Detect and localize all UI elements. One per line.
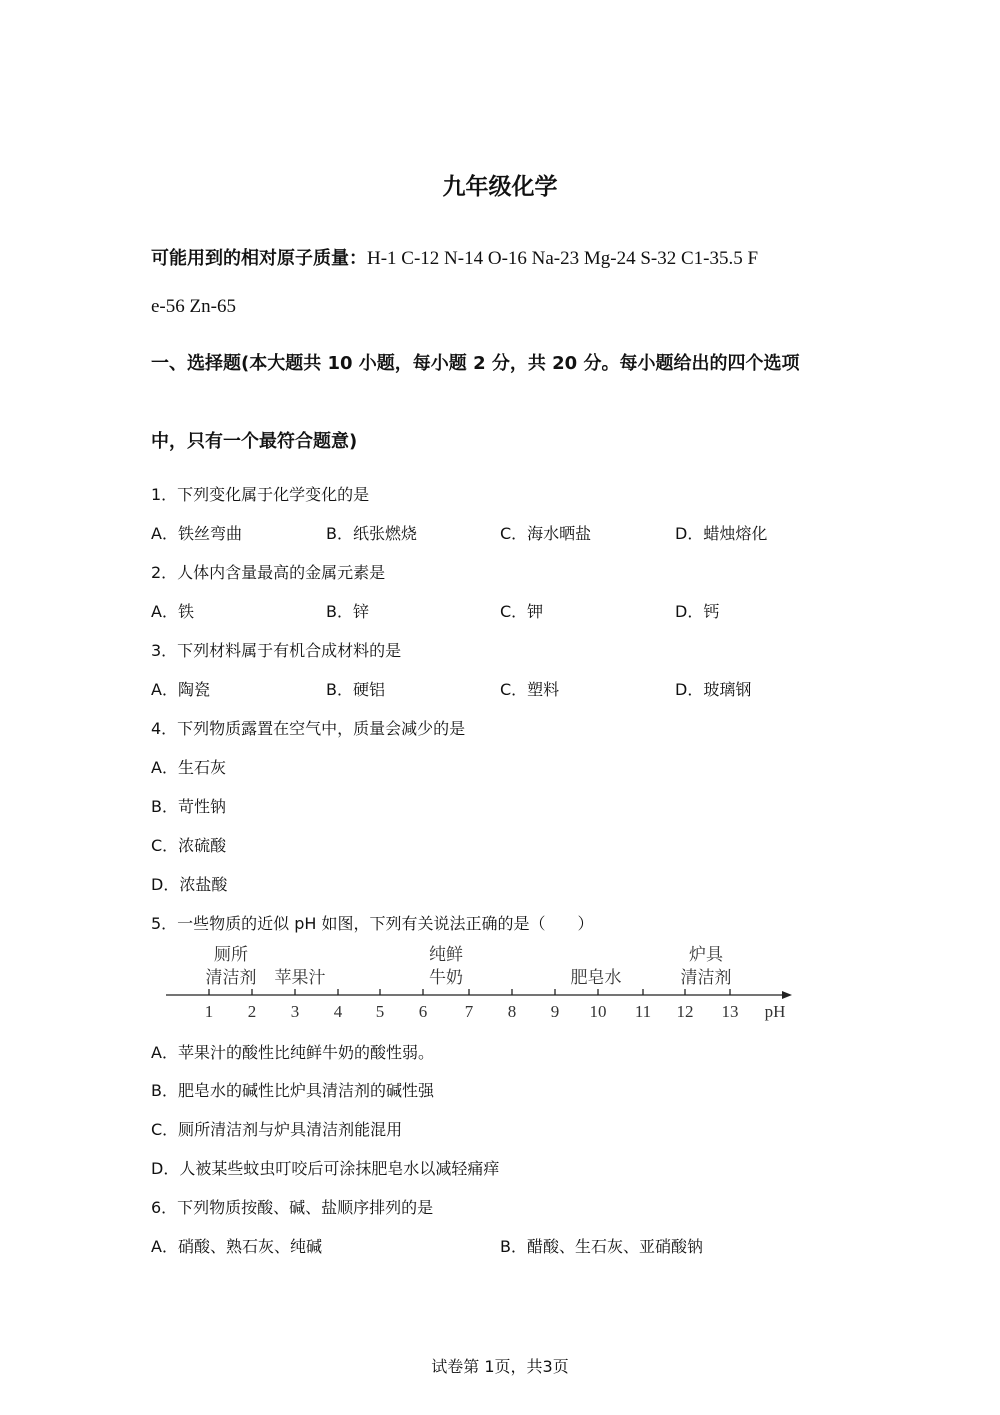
question-3-stem: 3．下列材料属于有机合成材料的是 (151, 641, 402, 660)
question-2-stem: 2．人体内含量最高的金属元素是 (151, 563, 386, 582)
question-5-option-c: C．厕所清洁剂与炉具清洁剂能混用 (151, 1120, 403, 1139)
section-heading-line-1: 一、选择题(本大题共 10 小题，每小题 2 分，共 20 分。每小题给出的四个选项 (151, 353, 800, 374)
question-3-option-b: B．硬铝 (326, 680, 385, 699)
question-1-stem: 1．下列变化属于化学变化的是 (151, 485, 370, 504)
question-4-stem: 4．下列物质露置在空气中，质量会减少的是 (151, 719, 466, 738)
ph-scale-figure (160, 940, 800, 1030)
atomic-mass-values-2: e-56 Zn-65 (151, 296, 236, 317)
ph-tick-label-5: 5 (375, 1002, 385, 1021)
question-4-option-b: B．苛性钠 (151, 797, 226, 816)
question-5-stem: 5．一些物质的近似 pH 如图，下列有关说法正确的是（ ） (151, 914, 594, 933)
ph-label-stove-cleaner-line2: 清洁剂 (680, 968, 732, 987)
ph-tick-label-3: 3 (290, 1002, 300, 1021)
question-1-option-b: B．纸张燃烧 (326, 524, 417, 543)
ph-tick-label-1: 1 (204, 1002, 214, 1021)
question-5-option-d: D．人被某些蚊虫叮咬后可涂抹肥皂水以减轻痛痒 (151, 1159, 500, 1178)
question-1-option-a: A．铁丝弯曲 (151, 524, 242, 543)
question-4-option-c: C．浓硫酸 (151, 836, 227, 855)
question-5-option-a: A．苹果汁的酸性比纯鲜牛奶的酸性弱。 (151, 1043, 434, 1062)
ph-tick-label-4: 4 (333, 1002, 343, 1021)
ph-tick-label-2: 2 (247, 1002, 257, 1021)
atomic-mass-label: 可能用到的相对原子质量： (151, 248, 367, 269)
question-2-option-b: B．锌 (326, 602, 369, 621)
question-3-option-a: A．陶瓷 (151, 680, 210, 699)
question-6-option-a: A．硝酸、熟石灰、纯碱 (151, 1237, 322, 1256)
ph-axis-arrow (782, 991, 792, 999)
ph-tick-label-9: 9 (550, 1002, 560, 1021)
ph-tick-label-13: 13 (721, 1002, 739, 1021)
ph-tick-label-11: 11 (634, 1002, 652, 1021)
atomic-mass-values-1: H-1 C-12 N-14 O-16 Na-23 Mg-24 S-32 C1-35.5 F (367, 248, 759, 269)
question-3-option-c: C．塑料 (500, 680, 560, 699)
question-2-option-d: D．钙 (675, 602, 720, 621)
ph-tick-label-7: 7 (464, 1002, 474, 1021)
ph-label-milk-line1: 纯鲜 (429, 945, 463, 964)
question-2-option-a: A．铁 (151, 602, 194, 621)
question-1-option-c: C．海水晒盐 (500, 524, 592, 543)
ph-label-toilet-cleaner-line1: 厕所 (214, 945, 248, 964)
ph-axis-label: pH (764, 1002, 786, 1021)
question-6-option-b: B．醋酸、生石灰、亚硝酸钠 (500, 1237, 703, 1256)
question-6-stem: 6．下列物质按酸、碱、盐顺序排列的是 (151, 1198, 434, 1217)
ph-label-toilet-cleaner-line2: 清洁剂 (205, 968, 257, 987)
ph-tick-label-10: 10 (589, 1002, 607, 1021)
question-4-option-a: A．生石灰 (151, 758, 226, 777)
atomic-mass-line-1 (151, 244, 758, 270)
ph-label-milk-line2: 牛奶 (429, 968, 463, 987)
question-3-option-d: D．玻璃钢 (675, 680, 752, 699)
ph-label-soap-water: 肥皂水 (570, 968, 622, 987)
ph-tick-label-6: 6 (418, 1002, 428, 1021)
page-title: 九年级化学 (442, 174, 558, 200)
page-footer: 试卷第 1页，共3页 (431, 1357, 569, 1376)
question-4-option-d: D．浓盐酸 (151, 875, 228, 894)
section-heading-line-2: 中，只有一个最符合题意) (151, 431, 358, 452)
question-1-option-d: D．蜡烛熔化 (675, 524, 768, 543)
question-5-option-b: B．肥皂水的碱性比炉具清洁剂的碱性强 (151, 1081, 434, 1100)
question-2-option-c: C．钾 (500, 602, 544, 621)
ph-label-stove-cleaner-line1: 炉具 (689, 945, 723, 964)
ph-tick-label-8: 8 (507, 1002, 517, 1021)
ph-label-apple-juice: 苹果汁 (274, 968, 326, 987)
ph-tick-label-12: 12 (676, 1002, 694, 1021)
